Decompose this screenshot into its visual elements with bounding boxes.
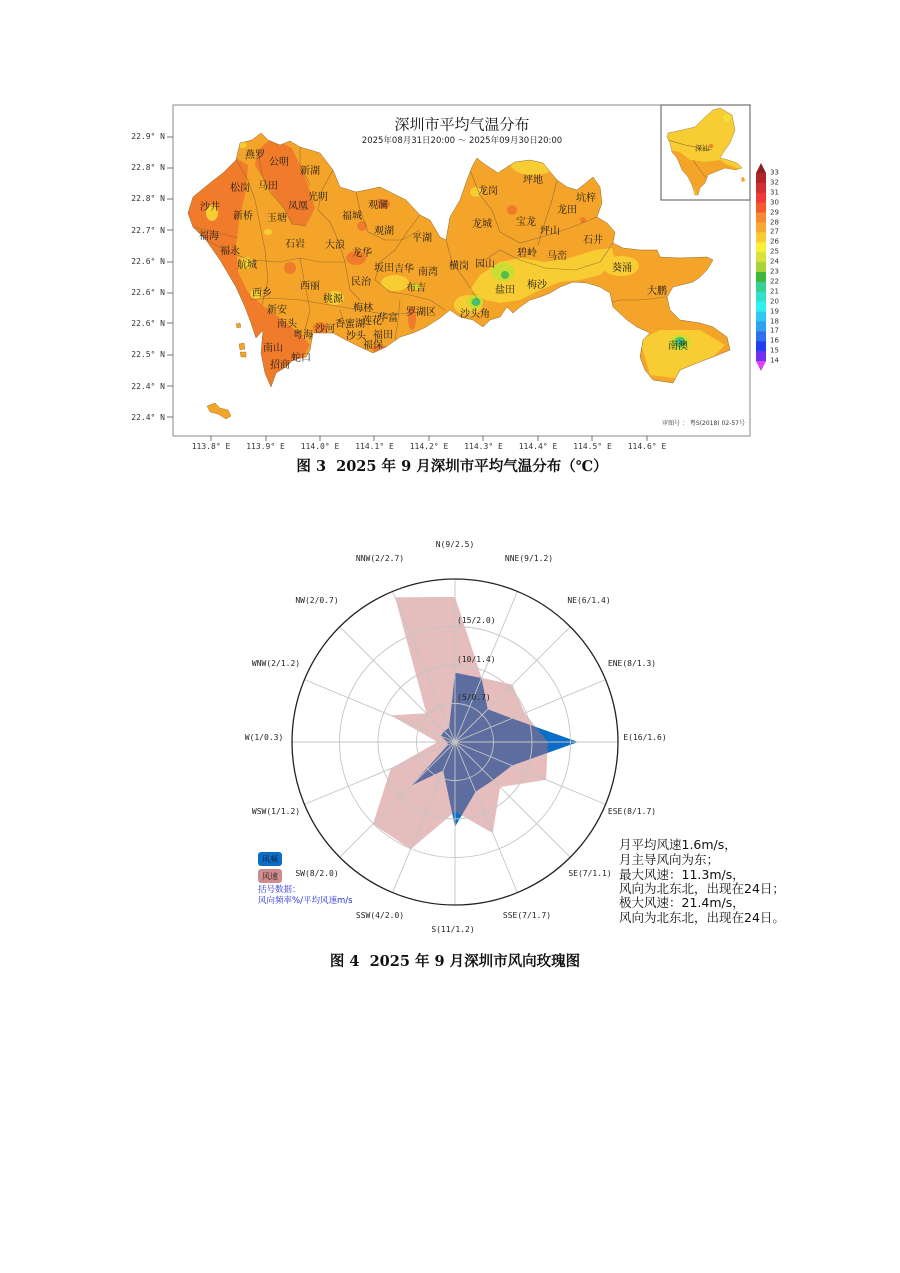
inset-label: 深汕 — [695, 144, 709, 153]
y-tick-label: 22.7° N — [131, 225, 165, 235]
district-label: 沙头 — [346, 331, 366, 342]
district-label: 坑梓 — [576, 193, 596, 204]
district-label: 沙头角 — [460, 309, 490, 320]
district-label: 吉华 — [394, 264, 414, 275]
district-label: 莲花 — [362, 316, 382, 327]
direction-label: W(1/0.3) — [244, 733, 284, 742]
speed-polygon — [373, 597, 548, 849]
colorbar-tick-label: 28 — [770, 218, 779, 226]
direction-label: SSW(4/2.0) — [355, 911, 405, 920]
direction-label: ESE(8/1.7) — [607, 807, 657, 816]
colorbar-tick-label: 30 — [770, 198, 779, 207]
district-label: 燕罗 — [245, 150, 265, 161]
district-label: 西乡 — [252, 288, 272, 299]
wind-rose-grid — [292, 579, 618, 905]
x-tick-label: 113.8° E — [191, 442, 231, 451]
colorbar-tick-label: 19 — [770, 307, 779, 316]
district-label: 华富 — [378, 313, 398, 324]
x-tick-label: 113.9° E — [246, 442, 285, 451]
legend-note-title: 括号数据： — [258, 885, 301, 895]
direction-label: NE(6/1.4) — [567, 596, 611, 605]
district-label: 横岗 — [449, 261, 469, 272]
colorbar-tick-label: 32 — [770, 178, 779, 187]
y-tick-label: 22.9° N — [131, 132, 165, 141]
district-label: 坪山 — [540, 226, 560, 237]
district-label: 新安 — [267, 305, 287, 316]
colorbar-tick-label: 33 — [770, 168, 779, 177]
direction-label: SE(7/1.1) — [568, 869, 612, 878]
colorbar-tick-label: 20 — [770, 297, 779, 306]
legend-speed-swatch — [258, 869, 282, 883]
district-label: 南山 — [263, 343, 283, 354]
y-tick-label: 22.6° N — [131, 256, 165, 266]
direction-label: NNE(9/1.2) — [504, 554, 554, 563]
colorbar-tick-label: 21 — [770, 287, 779, 296]
district-label: 葵涌 — [612, 263, 632, 274]
figure-4-caption: 图 4 2025 年 9 月深圳市风向玫瑰图 — [329, 952, 581, 970]
district-label: 布吉 — [406, 283, 426, 294]
district-label: 新桥 — [233, 211, 253, 222]
colorbar-tick-label: 23 — [770, 267, 779, 276]
district-label: 坂田 — [374, 263, 394, 274]
district-label: 民治 — [351, 277, 371, 288]
district-label: 观湖 — [374, 226, 394, 237]
district-label: 盐田 — [495, 285, 515, 296]
colorbar-tick-label: 26 — [770, 237, 779, 246]
direction-label: ENE(8/1.3) — [607, 659, 657, 668]
colorbar-tick-label: 17 — [770, 326, 779, 335]
colorbar-tick-label: 31 — [770, 188, 779, 197]
district-label: 南湾 — [418, 267, 438, 278]
ring-label: (10/1.4) — [457, 655, 496, 664]
district-label: 龙华 — [352, 248, 372, 259]
stats-line-4: 风向为北东北，出现在24日； — [619, 880, 785, 896]
map-subtitle: 2025年08月31日20:00 ～ 2025年09月30日20:00 — [361, 135, 563, 146]
direction-label: S(11/1.2) — [431, 925, 475, 934]
ring-label: (5/0.7) — [457, 693, 491, 702]
direction-label: SSE(7/1.7) — [502, 911, 552, 920]
x-tick-label: 114.5° E — [573, 442, 612, 451]
stats-line-5: 极大风速：21.4m/s， — [619, 894, 745, 910]
ring-label: (15/2.0) — [457, 616, 496, 625]
district-label: 招商 — [270, 360, 290, 371]
district-label: 桃源 — [323, 294, 343, 305]
district-label: 梅林 — [353, 303, 373, 314]
district-label: 公明 — [269, 157, 289, 168]
legend-frequency-label: 风频 — [262, 854, 278, 864]
district-label: 福城 — [342, 211, 362, 222]
y-tick-label: 22.8° N — [131, 194, 165, 204]
y-tick-label: 22.8° N — [131, 163, 165, 173]
figure-3-caption: 图 3 2025 年 9 月深圳市平均气温分布（℃） — [296, 457, 608, 475]
legend-frequency-swatch — [258, 852, 282, 866]
x-tick-label: 114.2° E — [409, 442, 449, 451]
district-label: 光明 — [308, 192, 328, 203]
district-label: 福海 — [199, 231, 219, 242]
direction-label: WNW(2/1.2) — [251, 659, 301, 668]
district-label: 沙井 — [200, 202, 220, 213]
colorbar-tick-label: 16 — [770, 336, 779, 345]
district-label: 福田 — [373, 330, 393, 341]
district-label: 龙田 — [557, 205, 577, 216]
y-tick-label: 22.6° N — [131, 288, 165, 297]
legend-note-text: 风向频率%/平均风速m/s — [258, 896, 353, 906]
y-tick-label: 22.6° N — [131, 319, 165, 329]
district-label: 福永 — [220, 246, 240, 257]
x-tick-label: 114.0° E — [300, 442, 340, 451]
y-tick-label: 22.4° N — [131, 412, 165, 422]
colorbar-tick-label: 24 — [770, 257, 779, 266]
district-label: 松岗 — [230, 183, 250, 194]
district-label: 碧岭 — [517, 248, 537, 259]
map-title: 深圳市平均气温分布 — [394, 115, 530, 134]
district-label: 沙河 — [315, 324, 335, 335]
colorbar-tick-label: 27 — [770, 227, 779, 236]
colorbar-tick-label: 14 — [770, 356, 779, 365]
colorbar-tick-label: 18 — [770, 317, 779, 325]
x-tick-label: 114.1° E — [355, 442, 394, 451]
district-label: 马峦 — [547, 251, 567, 262]
direction-label: N(9/2.5) — [435, 540, 475, 549]
map-approval-number: 审图号 ： 粤S(2018) 02-57号 — [662, 420, 745, 427]
y-tick-label: 22.5° N — [131, 350, 165, 360]
district-label: 宝龙 — [516, 217, 536, 228]
district-label: 马田 — [258, 181, 278, 192]
district-label: 玉塘 — [267, 213, 287, 224]
direction-label: NNW(2/2.7) — [355, 554, 405, 563]
district-label: 观澜 — [368, 200, 388, 211]
district-label: 航城 — [237, 260, 257, 271]
district-label: 西丽 — [300, 281, 320, 292]
district-label: 石岩 — [285, 239, 305, 250]
district-label: 福保 — [363, 340, 383, 351]
direction-label: SW(8/2.0) — [295, 869, 339, 878]
district-label: 石井 — [583, 235, 603, 246]
stats-line-2: 月主导风向为东； — [619, 851, 720, 867]
district-label: 香蜜湖 — [335, 319, 365, 330]
district-label: 园山 — [475, 259, 495, 270]
x-tick-label: 114.3° E — [464, 442, 503, 451]
colorbar-tick-label: 25 — [770, 247, 779, 256]
district-label: 粤海 — [293, 330, 313, 341]
district-label: 大浪 — [325, 240, 345, 251]
district-label: 新湖 — [300, 166, 320, 177]
colorbar-tick-label: 22 — [770, 277, 779, 286]
direction-label: WSW(1/1.2) — [251, 807, 301, 816]
stats-line-1: 月平均风速1.6m/s， — [619, 836, 737, 852]
district-label: 平湖 — [412, 233, 432, 244]
stats-line-3: 最大风速：11.3m/s， — [619, 866, 745, 882]
colorbar-tick-label: 15 — [770, 346, 779, 355]
direction-label: NW(2/0.7) — [295, 596, 339, 605]
y-tick-label: 22.4° N — [131, 381, 165, 391]
stats-line-6: 风向为北东北，出现在24日。 — [619, 909, 785, 925]
x-tick-label: 114.4° E — [518, 442, 558, 451]
district-label: 蛇口 — [291, 353, 311, 364]
district-label: 南头 — [277, 319, 297, 330]
colorbar-tick-label: 29 — [770, 208, 779, 217]
district-label: 南澳 — [668, 341, 688, 352]
legend-speed-label: 风速 — [262, 871, 278, 881]
district-label: 罗湖区 — [406, 307, 436, 318]
district-label: 梅沙 — [527, 280, 547, 291]
x-tick-label: 114.6° E — [627, 442, 667, 451]
direction-label: E(16/1.6) — [623, 733, 667, 742]
district-label: 凤凰 — [288, 201, 308, 212]
district-label: 坪地 — [523, 175, 543, 186]
district-label: 龙岗 — [478, 186, 498, 197]
district-label: 龙城 — [472, 219, 492, 230]
district-label: 大鹏 — [647, 286, 667, 297]
